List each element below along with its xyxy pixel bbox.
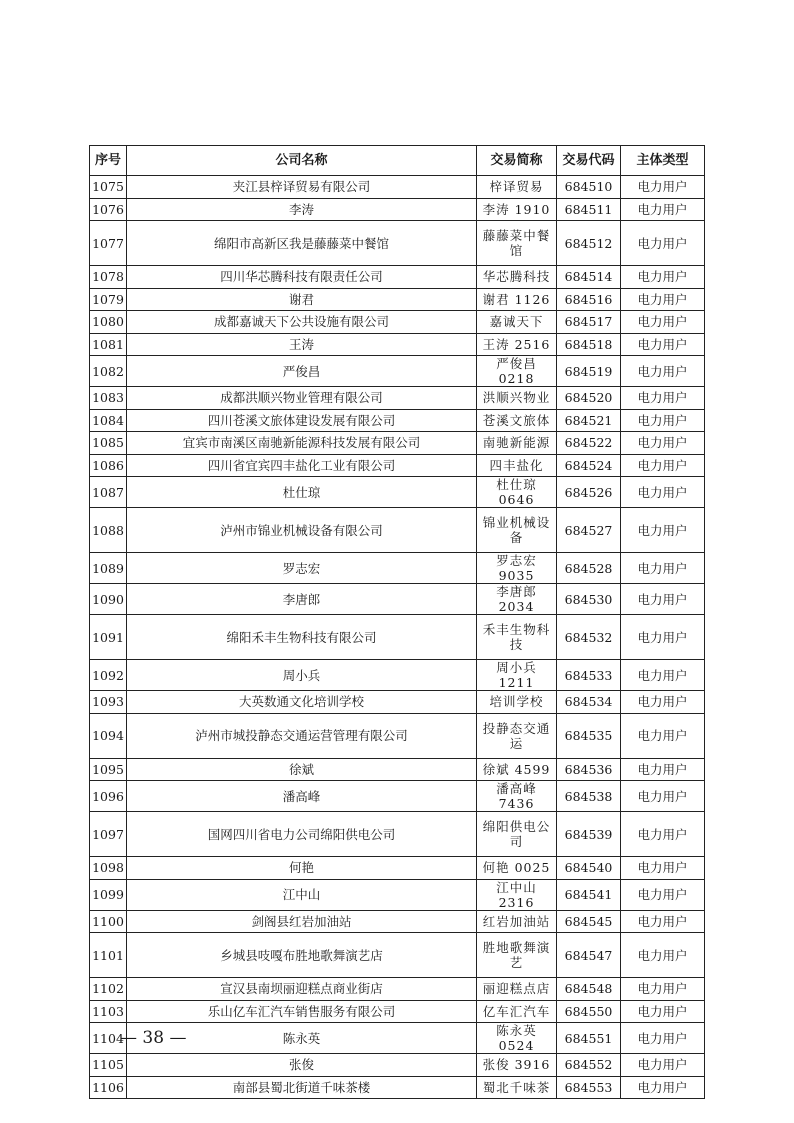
table-row (90, 288, 705, 311)
cell-entity-type: 电力用户 (621, 356, 705, 387)
cell-entity-type: 电力用户 (621, 1023, 705, 1054)
cell-company-name: 四川省宜宾四丰盐化工业有限公司 (127, 454, 477, 477)
cell-entity-type: 电力用户 (621, 781, 705, 812)
table-row (90, 333, 705, 356)
cell-company-name: 绵阳禾丰生物科技有限公司 (127, 615, 477, 660)
cell-seq: 1097 (90, 812, 127, 857)
cell-company-name: 张俊 (127, 1054, 477, 1077)
cell-seq: 1075 (90, 176, 127, 199)
cell-trade-abbr: 严俊昌 0218 (477, 356, 557, 387)
cell-entity-type: 电力用户 (621, 454, 705, 477)
cell-entity-type: 电力用户 (621, 432, 705, 455)
cell-seq: 1081 (90, 333, 127, 356)
cell-trade-abbr: 锦业机械设备 (477, 508, 557, 553)
cell-trade-abbr: 何艳 0025 (477, 857, 557, 880)
cell-company-name: 泸州市锦业机械设备有限公司 (127, 508, 477, 553)
table-row (90, 758, 705, 781)
cell-entity-type: 电力用户 (621, 857, 705, 880)
cell-trade-abbr: 潘高峰 7436 (477, 781, 557, 812)
table-row (90, 857, 705, 880)
cell-trade-abbr: 谢君 1126 (477, 288, 557, 311)
cell-entity-type: 电力用户 (621, 933, 705, 978)
table-body (90, 176, 705, 1099)
cell-entity-type: 电力用户 (621, 311, 705, 334)
cell-entity-type: 电力用户 (621, 198, 705, 221)
cell-seq: 1105 (90, 1054, 127, 1077)
cell-trade-code: 684519 (557, 356, 621, 387)
cell-seq: 1087 (90, 477, 127, 508)
cell-seq: 1100 (90, 910, 127, 933)
cell-trade-code: 684540 (557, 857, 621, 880)
cell-trade-abbr: 蜀北千味茶 (477, 1076, 557, 1099)
cell-company-name: 江中山 (127, 879, 477, 910)
table-row (90, 553, 705, 584)
cell-trade-abbr: 梓译贸易 (477, 176, 557, 199)
cell-trade-code: 684526 (557, 477, 621, 508)
cell-trade-code: 684548 (557, 978, 621, 1001)
cell-entity-type: 电力用户 (621, 1000, 705, 1023)
cell-trade-abbr: 张俊 3916 (477, 1054, 557, 1077)
cell-company-name: 何艳 (127, 857, 477, 880)
cell-trade-abbr: 培训学校 (477, 691, 557, 714)
cell-trade-code: 684553 (557, 1076, 621, 1099)
table-row (90, 660, 705, 691)
cell-company-name: 李唐郎 (127, 584, 477, 615)
cell-company-name: 罗志宏 (127, 553, 477, 584)
cell-company-name: 陈永英 (127, 1023, 477, 1054)
cell-seq: 1095 (90, 758, 127, 781)
table-header-row (90, 146, 705, 176)
cell-seq: 1086 (90, 454, 127, 477)
cell-trade-code: 684545 (557, 910, 621, 933)
cell-seq: 1090 (90, 584, 127, 615)
header-company-name: 公司名称 (127, 146, 477, 176)
cell-company-name: 乐山亿车汇汽车销售服务有限公司 (127, 1000, 477, 1023)
table-row (90, 781, 705, 812)
cell-company-name: 宣汉县南坝丽迎糕点商业街店 (127, 978, 477, 1001)
cell-company-name: 四川苍溪文旅体建设发展有限公司 (127, 409, 477, 432)
table-row (90, 584, 705, 615)
table-row (90, 198, 705, 221)
cell-seq: 1082 (90, 356, 127, 387)
cell-trade-abbr: 南驰新能源 (477, 432, 557, 455)
header-trade-abbr: 交易简称 (477, 146, 557, 176)
table-row (90, 454, 705, 477)
cell-trade-code: 684518 (557, 333, 621, 356)
cell-entity-type: 电力用户 (621, 221, 705, 266)
cell-entity-type: 电力用户 (621, 176, 705, 199)
cell-entity-type: 电力用户 (621, 691, 705, 714)
cell-trade-code: 684524 (557, 454, 621, 477)
cell-company-name: 徐斌 (127, 758, 477, 781)
cell-entity-type: 电力用户 (621, 758, 705, 781)
cell-trade-abbr: 藤藤菜中餐馆 (477, 221, 557, 266)
table-row (90, 221, 705, 266)
cell-trade-code: 684521 (557, 409, 621, 432)
cell-trade-code: 684532 (557, 615, 621, 660)
cell-trade-code: 684539 (557, 812, 621, 857)
cell-trade-code: 684535 (557, 713, 621, 758)
cell-seq: 1101 (90, 933, 127, 978)
cell-company-name: 剑阁县红岩加油站 (127, 910, 477, 933)
cell-company-name: 国网四川省电力公司绵阳供电公司 (127, 812, 477, 857)
cell-trade-abbr: 洪顺兴物业 (477, 387, 557, 410)
cell-entity-type: 电力用户 (621, 266, 705, 289)
table-row (90, 615, 705, 660)
cell-entity-type: 电力用户 (621, 615, 705, 660)
cell-trade-abbr: 投静态交通运 (477, 713, 557, 758)
cell-trade-code: 684527 (557, 508, 621, 553)
cell-trade-abbr: 陈永英 0524 (477, 1023, 557, 1054)
cell-entity-type: 电力用户 (621, 584, 705, 615)
cell-seq: 1077 (90, 221, 127, 266)
cell-seq: 1104 (90, 1023, 127, 1054)
cell-trade-abbr: 王涛 2516 (477, 333, 557, 356)
table-row (90, 356, 705, 387)
cell-trade-abbr: 亿车汇汽车 (477, 1000, 557, 1023)
cell-seq: 1083 (90, 387, 127, 410)
cell-seq: 1089 (90, 553, 127, 584)
cell-company-name: 杜仕琼 (127, 477, 477, 508)
cell-trade-abbr: 周小兵 1211 (477, 660, 557, 691)
cell-trade-code: 684514 (557, 266, 621, 289)
cell-company-name: 乡城县吱嘎布胜地歌舞演艺店 (127, 933, 477, 978)
header-seq: 序号 (90, 146, 127, 176)
table-row (90, 311, 705, 334)
cell-company-name: 南部县蜀北街道千味茶楼 (127, 1076, 477, 1099)
table-row (90, 910, 705, 933)
table-row (90, 1076, 705, 1099)
cell-entity-type: 电力用户 (621, 409, 705, 432)
cell-seq: 1099 (90, 879, 127, 910)
table-row (90, 477, 705, 508)
table-row (90, 713, 705, 758)
cell-seq: 1094 (90, 713, 127, 758)
cell-company-name: 泸州市城投静态交通运营管理有限公司 (127, 713, 477, 758)
cell-entity-type: 电力用户 (621, 477, 705, 508)
cell-trade-abbr: 苍溪文旅体 (477, 409, 557, 432)
cell-seq: 1098 (90, 857, 127, 880)
cell-seq: 1078 (90, 266, 127, 289)
cell-trade-abbr: 禾丰生物科技 (477, 615, 557, 660)
cell-seq: 1103 (90, 1000, 127, 1023)
cell-company-name: 王涛 (127, 333, 477, 356)
cell-trade-code: 684552 (557, 1054, 621, 1077)
cell-trade-abbr: 四丰盐化 (477, 454, 557, 477)
cell-company-name: 夹江县梓译贸易有限公司 (127, 176, 477, 199)
cell-entity-type: 电力用户 (621, 333, 705, 356)
cell-trade-abbr: 杜仕琼 0646 (477, 477, 557, 508)
cell-entity-type: 电力用户 (621, 660, 705, 691)
cell-seq: 1076 (90, 198, 127, 221)
cell-entity-type: 电力用户 (621, 910, 705, 933)
table-row (90, 691, 705, 714)
table-row (90, 176, 705, 199)
cell-trade-code: 684517 (557, 311, 621, 334)
cell-trade-code: 684551 (557, 1023, 621, 1054)
table-row (90, 1054, 705, 1077)
cell-trade-code: 684538 (557, 781, 621, 812)
table-row (90, 432, 705, 455)
cell-trade-code: 684550 (557, 1000, 621, 1023)
cell-trade-abbr: 胜地歌舞演艺 (477, 933, 557, 978)
cell-entity-type: 电力用户 (621, 1076, 705, 1099)
table-row (90, 1000, 705, 1023)
cell-company-name: 谢君 (127, 288, 477, 311)
page-number: — 38 — (120, 1028, 187, 1048)
cell-seq: 1079 (90, 288, 127, 311)
cell-trade-abbr: 丽迎糕点店 (477, 978, 557, 1001)
cell-trade-code: 684520 (557, 387, 621, 410)
cell-company-name: 成都嘉诚天下公共设施有限公司 (127, 311, 477, 334)
cell-trade-abbr: 华芯腾科技 (477, 266, 557, 289)
cell-trade-code: 684547 (557, 933, 621, 978)
cell-trade-code: 684510 (557, 176, 621, 199)
cell-seq: 1092 (90, 660, 127, 691)
header-entity-type: 主体类型 (621, 146, 705, 176)
cell-company-name: 四川华芯腾科技有限责任公司 (127, 266, 477, 289)
cell-entity-type: 电力用户 (621, 508, 705, 553)
cell-company-name: 绵阳市高新区我是藤藤菜中餐馆 (127, 221, 477, 266)
cell-seq: 1096 (90, 781, 127, 812)
cell-entity-type: 电力用户 (621, 553, 705, 584)
cell-entity-type: 电力用户 (621, 978, 705, 1001)
cell-seq: 1080 (90, 311, 127, 334)
cell-company-name: 大英数通文化培训学校 (127, 691, 477, 714)
cell-seq: 1106 (90, 1076, 127, 1099)
cell-entity-type: 电力用户 (621, 812, 705, 857)
cell-trade-abbr: 红岩加油站 (477, 910, 557, 933)
cell-company-name: 宜宾市南溪区南驰新能源科技发展有限公司 (127, 432, 477, 455)
user-list-table (89, 145, 705, 1099)
cell-trade-code: 684516 (557, 288, 621, 311)
table-row (90, 387, 705, 410)
cell-seq: 1102 (90, 978, 127, 1001)
cell-trade-code: 684522 (557, 432, 621, 455)
cell-trade-code: 684541 (557, 879, 621, 910)
cell-trade-abbr: 江中山 2316 (477, 879, 557, 910)
cell-entity-type: 电力用户 (621, 387, 705, 410)
cell-company-name: 李涛 (127, 198, 477, 221)
table-row (90, 978, 705, 1001)
table-row (90, 409, 705, 432)
cell-trade-abbr: 李涛 1910 (477, 198, 557, 221)
cell-company-name: 严俊昌 (127, 356, 477, 387)
cell-trade-code: 684528 (557, 553, 621, 584)
cell-entity-type: 电力用户 (621, 879, 705, 910)
cell-entity-type: 电力用户 (621, 1054, 705, 1077)
table-row (90, 879, 705, 910)
cell-seq: 1088 (90, 508, 127, 553)
header-trade-code: 交易代码 (557, 146, 621, 176)
cell-trade-code: 684511 (557, 198, 621, 221)
table-row (90, 933, 705, 978)
cell-trade-code: 684530 (557, 584, 621, 615)
cell-entity-type: 电力用户 (621, 288, 705, 311)
cell-trade-abbr: 嘉诚天下 (477, 311, 557, 334)
cell-seq: 1091 (90, 615, 127, 660)
table-row (90, 266, 705, 289)
cell-trade-code: 684536 (557, 758, 621, 781)
cell-trade-abbr: 徐斌 4599 (477, 758, 557, 781)
cell-entity-type: 电力用户 (621, 713, 705, 758)
cell-seq: 1084 (90, 409, 127, 432)
cell-trade-abbr: 罗志宏 9035 (477, 553, 557, 584)
cell-company-name: 潘高峰 (127, 781, 477, 812)
table-row (90, 812, 705, 857)
table-row (90, 508, 705, 553)
cell-trade-abbr: 绵阳供电公司 (477, 812, 557, 857)
cell-trade-code: 684534 (557, 691, 621, 714)
cell-trade-abbr: 李唐郎 2034 (477, 584, 557, 615)
cell-company-name: 周小兵 (127, 660, 477, 691)
cell-trade-code: 684533 (557, 660, 621, 691)
cell-seq: 1085 (90, 432, 127, 455)
cell-seq: 1093 (90, 691, 127, 714)
cell-company-name: 成都洪顺兴物业管理有限公司 (127, 387, 477, 410)
cell-trade-code: 684512 (557, 221, 621, 266)
